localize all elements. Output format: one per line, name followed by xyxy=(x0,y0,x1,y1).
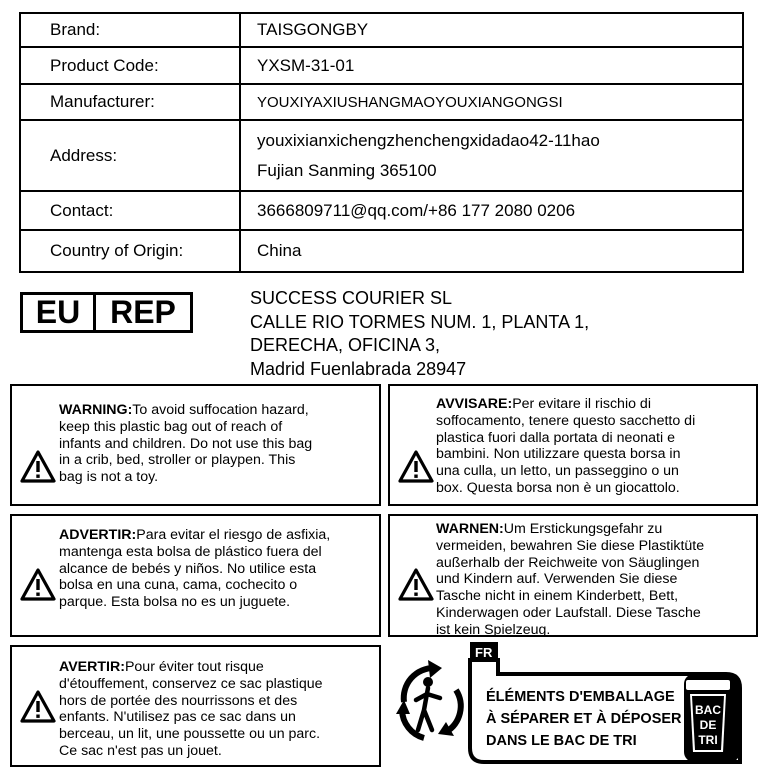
warning-line: Tasche nicht in einem Kinderbett, Bett, xyxy=(436,588,679,605)
info-tri-line-2: À SÉPARER ET À DÉPOSER xyxy=(486,711,682,727)
info-tri-line-3: DANS LE BAC DE TRI xyxy=(486,733,637,749)
origin-label: Country of Origin: xyxy=(20,230,240,272)
manufacturer-row xyxy=(20,84,743,120)
eu-rep-badge xyxy=(20,292,193,333)
warning-line: Per evitare il rischio di xyxy=(512,396,651,412)
eu-rep-line-3: DERECHA, OFICINA 3, xyxy=(250,335,441,355)
brand-row xyxy=(20,13,743,47)
warning-text-de xyxy=(436,521,704,639)
warning-title-it: AVVISARE: xyxy=(436,396,513,412)
warning-line: enfants. N'utilisez pas ce sac dans un xyxy=(59,709,296,726)
warning-line: mantenga esta bolsa de plástico fuera del xyxy=(59,543,322,560)
info-tri-line-1: ÉLÉMENTS D'EMBALLAGE xyxy=(486,689,675,705)
address-label: Address: xyxy=(20,120,240,191)
warning-line: berceau, un lit, une poussette ou un parc. xyxy=(59,726,321,743)
triman-icon xyxy=(396,660,461,738)
warning-line: una culla, un letto, un passeggino o un xyxy=(436,463,679,480)
warning-line: infants and children. Do not use this bag xyxy=(59,435,313,452)
warning-line: keep this plastic bag out of reach of xyxy=(59,418,283,435)
address-row xyxy=(20,120,743,191)
warning-line: Um Erstickungsgefahr zu xyxy=(503,521,663,537)
warning-line: d'étouffement, conservez ce sac plastique xyxy=(59,675,323,692)
product-info-table xyxy=(19,12,744,273)
eu-rep-line-1: SUCCESS COURIER SL xyxy=(250,288,453,308)
warning-text-en xyxy=(59,402,312,486)
warning-box-es xyxy=(10,514,381,637)
warning-line: box. Questa borsa non è un giocattolo. xyxy=(436,479,680,496)
warning-line: bag is not a toy. xyxy=(59,469,159,486)
product-code-label: Product Code: xyxy=(20,47,240,84)
bin-text-2: DE xyxy=(699,718,717,732)
warning-text-es xyxy=(59,527,330,611)
warning-triangle-icon xyxy=(398,450,434,484)
origin-row xyxy=(20,230,743,272)
warning-line: hors de portée des nourrissons et des xyxy=(59,692,298,709)
warning-line: soffocamento, tenere questo sacchetto di xyxy=(436,412,696,429)
contact-value: 3666809711@qq.com/+86 177 2080 0206 xyxy=(240,191,743,230)
origin-value: China xyxy=(240,230,743,272)
warning-line: plastica fuori dalla portata di neonati e xyxy=(436,429,675,446)
warning-line: in a crib, bed, stroller or playpen. This xyxy=(59,452,296,469)
warning-line: vermeiden, bewahren Sie diese Plastiktüte xyxy=(436,537,705,554)
triman-recycling-label xyxy=(394,640,746,766)
brand-label: Brand: xyxy=(20,13,240,47)
warning-title-de: WARNEN: xyxy=(436,521,504,537)
warning-triangle-icon xyxy=(20,568,56,602)
eu-rep-line-2: CALLE RIO TORMES NUM. 1, PLANTA 1, xyxy=(250,311,590,332)
eu-rep-badge-eu: EU xyxy=(23,295,96,330)
manufacturer-value: YOUXIYAXIUSHANGMAOYOUXIANGONGSI xyxy=(240,84,743,120)
manufacturer-label: Manufacturer: xyxy=(20,84,240,120)
warning-line: außerhalb der Reichweite von Säuglingen xyxy=(436,554,700,571)
bin-text-1: BAC xyxy=(695,703,721,717)
warning-title-en: WARNING: xyxy=(59,402,133,418)
fr-badge-text: FR xyxy=(475,645,493,660)
warning-title-es: ADVERTIR: xyxy=(59,527,137,543)
warning-line: alcance de bebés y niños. No utilice esta xyxy=(59,560,317,577)
eu-rep-line-4: Madrid Fuenlabrada 28947 xyxy=(250,358,467,379)
address-value xyxy=(240,120,743,191)
warning-line: To avoid suffocation hazard, xyxy=(132,402,309,418)
warning-text-fr xyxy=(59,659,323,760)
warning-line: bolsa en una cuna, cama, cochecito o xyxy=(59,577,298,594)
brand-value: TAISGONGBY xyxy=(240,13,743,47)
warning-line: Kinderwagen oder Laufstall. Diese Tasche xyxy=(436,604,701,621)
warning-box-fr xyxy=(10,645,381,767)
warning-line: und Kindern auf. Verwenden Sie diese xyxy=(436,571,678,588)
bin-text-3: TRI xyxy=(698,733,718,747)
warning-text-it xyxy=(436,396,695,497)
recycling-bin-icon xyxy=(684,674,740,762)
warning-box-it xyxy=(388,384,758,506)
warning-line: Para evitar el riesgo de asfixia, xyxy=(136,527,331,543)
warning-line: Pour éviter tout risque xyxy=(124,659,264,675)
eu-rep-address xyxy=(250,287,589,381)
warning-line: Ce sac n'est pas un jouet. xyxy=(59,742,222,759)
product-code-row xyxy=(20,47,743,84)
warning-triangle-icon xyxy=(20,450,56,484)
warning-title-fr: AVERTIR: xyxy=(59,659,125,675)
contact-label: Contact: xyxy=(20,191,240,230)
address-line-2: Fujian Sanming 365100 xyxy=(257,160,437,180)
warning-triangle-icon xyxy=(398,568,434,602)
warning-line: ist kein Spielzeug. xyxy=(436,621,551,638)
product-code-value: YXSM-31-01 xyxy=(240,47,743,84)
warning-box-en xyxy=(10,384,381,506)
warning-line: bambini. Non utilizzare questa borsa in xyxy=(436,446,681,463)
contact-row xyxy=(20,191,743,230)
warning-triangle-icon xyxy=(20,690,56,724)
eu-rep-badge-rep: REP xyxy=(110,294,176,330)
address-line-1: youxixianxichengzhenchengxidadao42-11hao xyxy=(257,130,600,150)
warning-box-de xyxy=(388,514,758,637)
warning-line: parque. Esta bolsa no es un juguete. xyxy=(59,594,291,611)
